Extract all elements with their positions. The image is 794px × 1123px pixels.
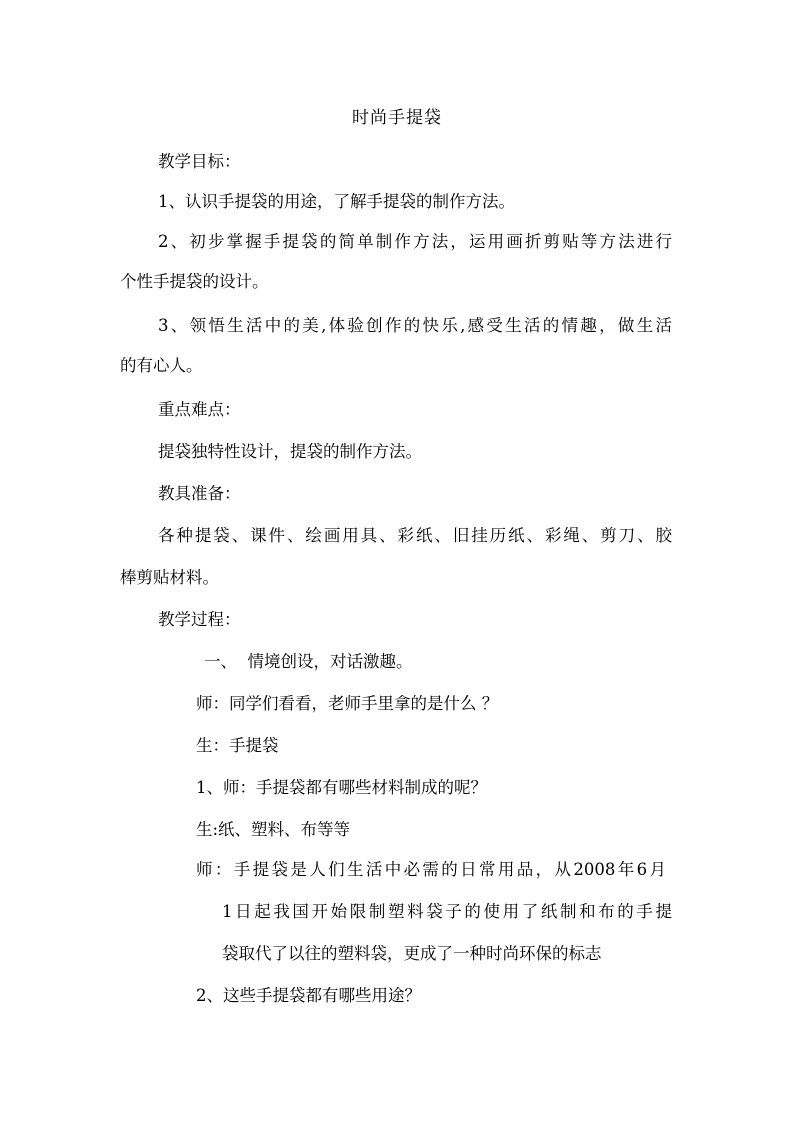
goal-2-line-1: 2、初步掌握手提袋的简单制作方法，运用画折剪贴等方法进行	[158, 232, 672, 251]
heading-teaching-process: 教学过程：	[158, 610, 241, 629]
heading-teaching-aids: 教具准备：	[158, 484, 241, 503]
dialogue-line-2: 生：手提袋	[196, 736, 279, 755]
heading-teaching-goals: 教学目标：	[158, 152, 241, 171]
dialogue-line-1: 师：同学们看看，老师手里拿的是什么 ？	[196, 694, 499, 713]
question-2: 2、这些手提袋都有哪些用途？	[196, 986, 421, 1005]
dialogue-line-3: 1、师：手提袋都有哪些材料制成的呢？	[196, 778, 487, 797]
goal-1: 1、认识手提袋的用途，了解手提袋的制作方法。	[158, 192, 515, 211]
document-title: 时尚手提袋	[352, 108, 442, 128]
dialogue-line-5: 师：手提袋是人们生活中必需的日常用品，从2008年6月	[196, 860, 666, 879]
goal-2-line-2: 个性手提袋的设计。	[120, 272, 269, 291]
teaching-aids-line-2: 棒剪贴材料。	[120, 568, 219, 587]
goal-3-line-2: 的有心人。	[120, 356, 203, 375]
goal-3-line-1: 3、领悟生活中的美,体验创作的快乐,感受生活的情趣，做生活	[158, 316, 672, 335]
teaching-aids-line-1: 各种提袋、课件、绘画用具、彩纸、旧挂历纸、彩绳、剪刀、胶	[158, 526, 672, 545]
dialogue-line-7: 袋取代了以往的塑料袋，更成了一种时尚环保的标志	[222, 944, 602, 963]
heading-key-difficulties: 重点难点：	[158, 400, 241, 419]
section-one-heading: 一、 情境创设，对话激趣。	[204, 652, 413, 671]
key-difficulties-text: 提袋独特性设计，提袋的制作方法。	[158, 442, 422, 461]
dialogue-line-4: 生:纸、塑料、布等等	[196, 820, 351, 839]
dialogue-line-6: 1日起我国开始限制塑料袋子的使用了纸制和布的手提	[222, 902, 672, 921]
